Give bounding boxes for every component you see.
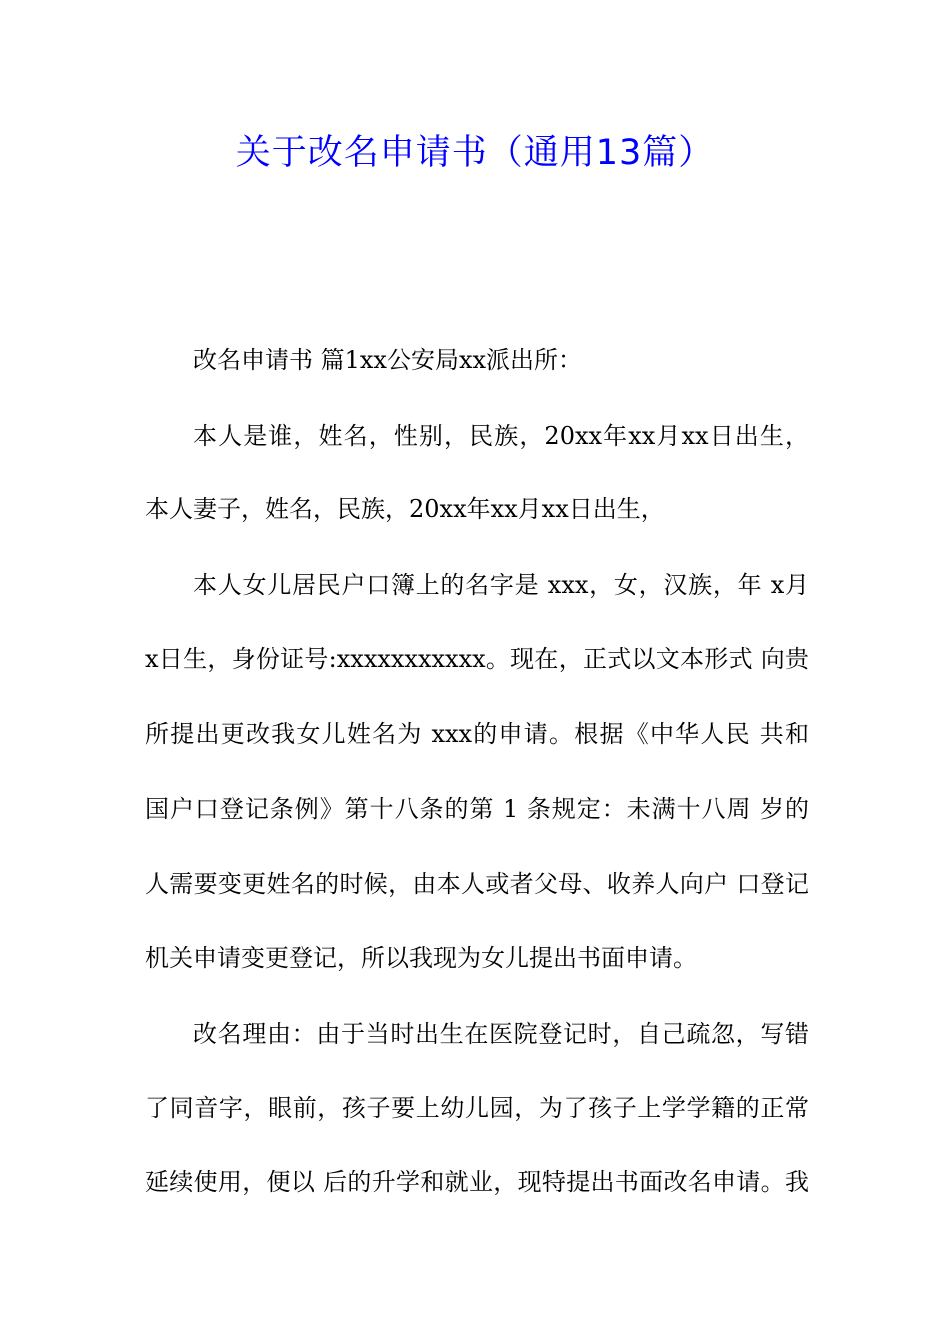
paragraph-line: 改名申请书 篇1xx公安局xx派出所： xyxy=(193,346,583,374)
paragraph-line: 机关申请变更登记，所以我现为女儿提出书面申请。 xyxy=(145,944,697,972)
paragraph-line: 本人女儿居民户口簿上的名字是 xxx，女，汉族，年 x月 xyxy=(193,571,809,599)
paragraph-line: 了同音字，眼前，孩子要上幼儿园，为了孩子上学学籍的正常 xyxy=(145,1094,809,1122)
paragraph-line: 本人是谁，姓名，性别，民族，20xx年xx月xx日出生， xyxy=(193,422,809,450)
paragraph-line: 延续使用，便以 后的升学和就业，现特提出书面改名申请。我 xyxy=(145,1168,809,1196)
paragraph-line: 国户口登记条例》第十八条的第 1 条规定：未满十八周 岁的 xyxy=(145,795,809,823)
document-title: 关于改名申请书（通用13篇） xyxy=(235,133,715,173)
paragraph-line: 所提出更改我女儿姓名为 xxx的申请。根据《中华人民 共和 xyxy=(145,720,809,748)
paragraph-line: 人需要变更姓名的时候，由本人或者父母、收养人向户 口登记 xyxy=(145,870,809,898)
paragraph-line: 本人妻子，姓名，民族，20xx年xx月xx日出生， xyxy=(145,495,665,523)
paragraph-line: x日生，身份证号:xxxxxxxxxxx。现在，正式以文本形式 向贵 xyxy=(145,645,809,673)
paragraph-line: 改名理由：由于当时出生在医院登记时，自己疏忽，写错 xyxy=(193,1020,809,1048)
